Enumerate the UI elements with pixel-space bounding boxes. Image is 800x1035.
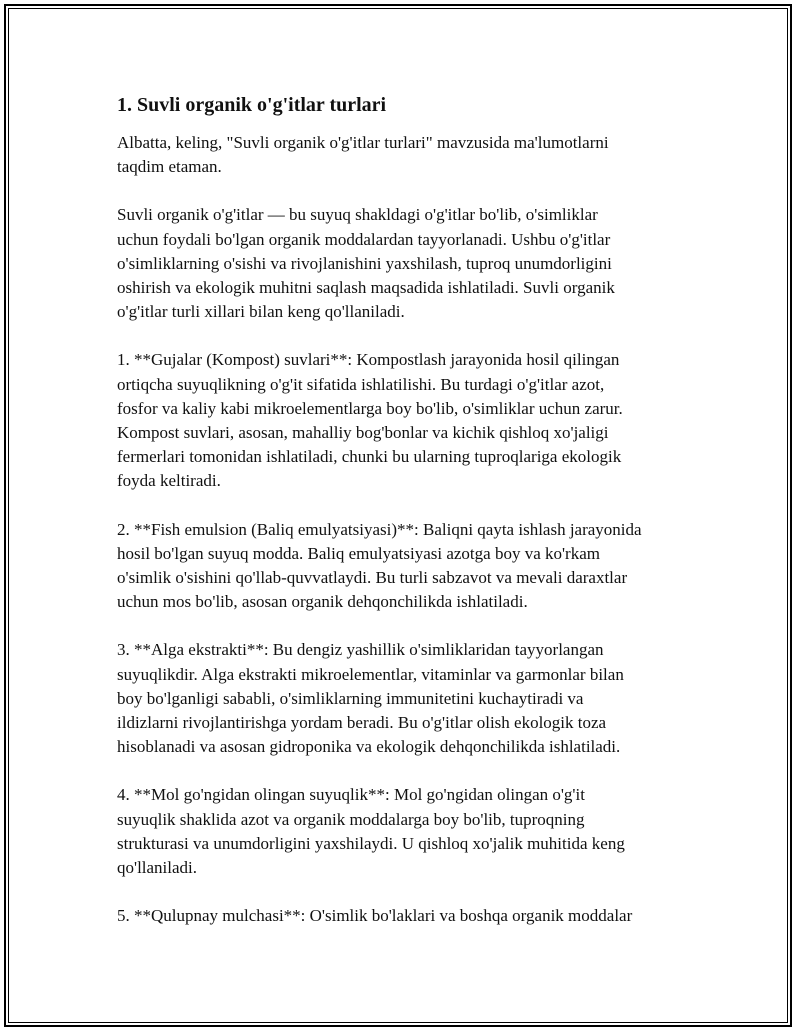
paragraph-line: strukturasi va unumdorligini yaxshilaydi. U qishloq xo'jalik muhitida keng: [117, 833, 625, 853]
document-content: [117, 92, 697, 952]
paragraph-line: suyuqlikdir. Alga ekstrakti mikroelementlar, vitaminlar va garmonlar bilan: [117, 664, 624, 684]
paragraph-line: suyuqlik shaklida azot va organik moddalarga boy bo'lib, tuproqning: [117, 809, 585, 829]
paragraph-item-4: [117, 783, 697, 880]
paragraph-line: 1. **Gujalar (Kompost) suvlari**: Kompostlash jarayonida hosil qilingan: [117, 350, 620, 370]
paragraph-line: uchun foydali bo'lgan organik moddalardan tayyorlanadi. Ushbu o'g'itlar: [117, 229, 611, 249]
paragraph-line: uchun mos bo'lib, asosan organik dehqonchilikda ishlatiladi.: [117, 592, 528, 612]
document-title: 1. Suvli organik o'g'itlar turlari: [117, 94, 387, 116]
paragraph-line: Suvli organik o'g'itlar — bu suyuq shakldagi o'g'itlar bo'lib, o'simliklar: [117, 205, 598, 225]
paragraph-line: ildizlarni rivojlantirishga yordam beradi. Bu o'g'itlar olish ekologik toza: [117, 713, 607, 733]
paragraph-line: foyda keltiradi.: [117, 471, 221, 491]
paragraph-line: taqdim etaman.: [117, 157, 222, 177]
paragraph-item-2: [117, 518, 697, 615]
paragraph-line: Kompost suvlari, asosan, mahalliy bog'bonlar va kichik qishloq xo'jaligi: [117, 423, 609, 443]
paragraph-item-1: [117, 348, 697, 493]
paragraph-line: hosil bo'lgan suyuq modda. Baliq emulyatsiyasi azotga boy va ko'rkam: [117, 543, 600, 563]
paragraph-item-5: [117, 904, 697, 928]
paragraph-line: Albatta, keling, "Suvli organik o'g'itlar turlari" mavzusida ma'lumotlarni: [117, 133, 609, 152]
paragraph-definition: [117, 203, 697, 324]
paragraph-line: o'simlik o'sishini qo'llab-quvvatlaydi. Bu turli sabzavot va mevali daraxtlar: [117, 568, 628, 588]
paragraph-line: o'simliklarning o'sishi va rivojlanishini yaxshilash, tuproq unumdorligini: [117, 253, 612, 273]
paragraph-line: 5. **Qulupnay mulchasi**: O'simlik bo'laklari va boshqa organik moddalar: [117, 906, 633, 926]
paragraph-line: ortiqcha suyuqlikning o'g'it sifatida ishlatilishi. Bu turdagi o'g'itlar azot,: [117, 374, 605, 394]
paragraph-line: oshirish va ekologik muhitni saqlash maqsadida ishlatiladi. Suvli organik: [117, 278, 615, 298]
paragraph-item-3: [117, 638, 697, 759]
paragraph-line: fermerlari tomonidan ishlatiladi, chunki bu ularning tuproqlariga ekologik: [117, 447, 622, 467]
paragraph-line: qo'llaniladi.: [117, 858, 198, 878]
paragraph-line: hisoblanadi va asosan gidroponika va ekologik dehqonchilikda ishlatiladi.: [117, 737, 621, 757]
paragraph-line: 4. **Mol go'ngidan olingan suyuqlik**: Mol go'ngidan olingan o'g'it: [117, 785, 585, 805]
paragraph-line: boy bo'lganligi sababli, o'simliklarning immunitetini kuchaytiradi va: [117, 688, 584, 708]
paragraph-line: fosfor va kaliy kabi mikroelementlarga boy bo'lib, o'simliklar uchun zarur.: [117, 398, 623, 418]
paragraph-line: 3. **Alga ekstrakti**: Bu dengiz yashillik o'simliklaridan tayyorlangan: [117, 640, 604, 660]
paragraph-line: 2. **Fish emulsion (Baliq emulyatsiyasi)**: Baliqni qayta ishlash jarayonida: [117, 519, 642, 539]
paragraph-intro: [117, 131, 697, 179]
paragraph-line: o'g'itlar turli xillari bilan keng qo'llaniladi.: [117, 302, 405, 322]
